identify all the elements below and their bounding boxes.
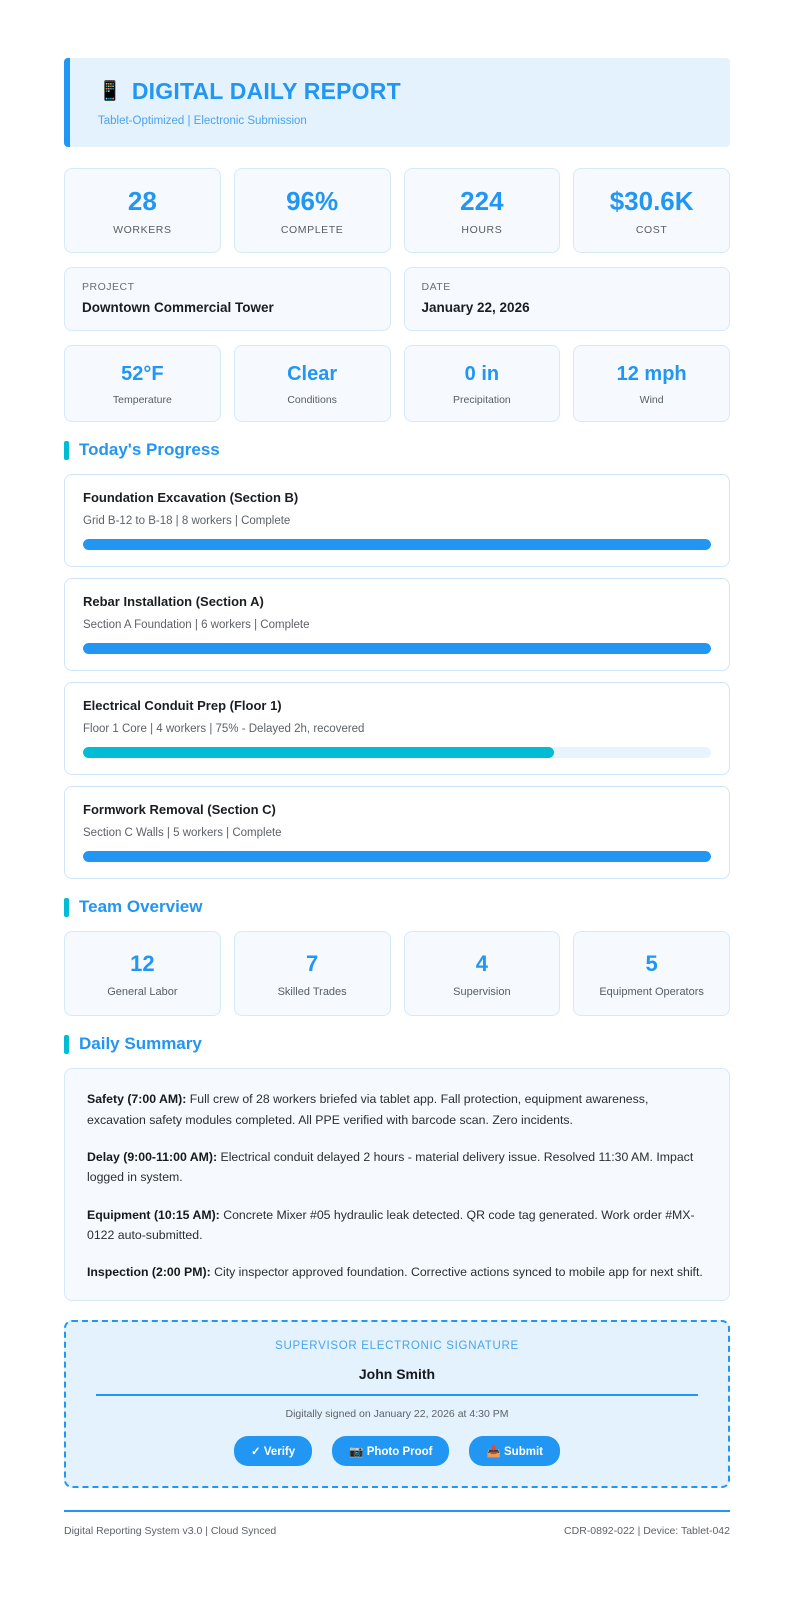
team-value: 5 [645,951,658,977]
team-card [64,931,221,1016]
signature-block [64,1320,730,1488]
page-title [98,78,704,106]
progress-item-name: Foundation Excavation (Section B) [83,490,299,506]
signature-line [96,1394,698,1396]
progress-bar-track [83,747,711,758]
section-title-team [64,897,730,917]
team-label: General Labor [107,986,178,999]
team-label: Skilled Trades [277,986,347,999]
summary-entry-label: Safety (7:00 AM): [87,1092,187,1107]
team-card [234,931,391,1016]
progress-list [64,474,730,879]
verify-button[interactable] [234,1436,312,1466]
progress-bar-fill [83,539,711,550]
submit-button[interactable] [469,1436,560,1466]
header-subtitle: Tablet-Optimized | Electronic Submission [98,114,307,127]
weather-value: 0 in [464,363,500,386]
date-card [404,267,731,331]
stat-label: COMPLETE [280,224,344,237]
weather-label: Conditions [287,394,337,407]
progress-bar-fill [83,643,711,654]
progress-bar-track [83,539,711,550]
summary-entry-label: Delay (9:00-11:00 AM): [87,1149,218,1164]
team-grid [64,931,730,1016]
progress-item-name: Rebar Installation (Section A) [83,594,264,610]
progress-item-detail: Section A Foundation | 6 workers | Complete [83,619,310,632]
signature-actions [96,1436,698,1466]
summary-entry-text: Concrete Mixer #05 hydraulic leak detected. QR code tag generated. Work order #MX-0122 auto-submitted. [87,1207,695,1242]
section-accent-bar [64,441,69,460]
camera-icon: 📷 [349,1446,364,1459]
summary-box [64,1068,730,1301]
progress-bar-track [83,643,711,654]
weather-card-conditions [234,345,391,422]
footer-left-text: Digital Reporting System v3.0 | Cloud Synced [64,1525,277,1538]
progress-bar-fill [83,747,554,758]
progress-item [64,682,730,775]
date-value: January 22, 2026 [421,300,530,316]
summary-entry-label: Inspection (2:00 PM): [87,1265,211,1280]
summary-entry-text: Electrical conduit delayed 2 hours - material delivery issue. Resolved 11:30 AM. Impact logged in system. [87,1149,694,1185]
footer-divider [64,1510,730,1512]
stat-card [404,168,561,254]
section-title-text: Today's Progress [79,440,220,460]
weather-label: Wind [639,394,664,407]
mobile-phone-icon: 📱 [98,81,122,103]
team-value: 4 [475,951,488,977]
summary-entry [87,1205,707,1246]
progress-bar-fill [83,851,711,862]
project-value: Downtown Commercial Tower [82,300,274,316]
weather-label: Precipitation [452,394,511,407]
progress-item-detail: Grid B-12 to B-18 | 8 workers | Complete [83,515,291,528]
project-label: PROJECT [82,281,135,294]
section-title-progress [64,440,730,460]
progress-item [64,786,730,879]
section-accent-bar [64,898,69,917]
team-value: 12 [130,951,155,977]
project-info-grid [64,267,730,331]
signature-meta: Digitally signed on January 22, 2026 at 4:30 PM [285,1408,509,1421]
section-title-summary [64,1034,730,1054]
summary-entry [87,1262,707,1282]
progress-item [64,578,730,671]
footer [64,1525,730,1577]
photo-proof-button[interactable] [332,1436,449,1466]
progress-item-detail: Floor 1 Core | 4 workers | 75% - Delayed 2h, recovered [83,723,365,736]
weather-card-precipitation [404,345,561,422]
signature-title: SUPERVISOR ELECTRONIC SIGNATURE [275,1340,519,1353]
section-title-text: Daily Summary [79,1034,202,1054]
team-label: Equipment Operators [599,986,704,999]
team-card [404,931,561,1016]
submit-button-label: Submit [504,1446,543,1459]
stat-value: 224 [460,185,504,216]
stat-label: HOURS [461,224,503,237]
team-label: Supervision [453,986,511,999]
progress-item [64,474,730,567]
section-title-text: Team Overview [79,897,203,917]
project-card [64,267,391,331]
stat-card [234,168,391,254]
report-header [64,58,730,147]
summary-entry-text: City inspector approved foundation. Corrective actions synced to mobile app for next shift. [210,1265,703,1280]
progress-item-detail: Section C Walls | 5 workers | Complete [83,827,282,840]
stat-value: 96% [286,185,339,216]
weather-label: Temperature [112,394,172,407]
team-value: 7 [306,951,319,977]
weather-card-wind [573,345,730,422]
stat-label: COST [635,224,668,237]
weather-value: 12 mph [616,363,687,386]
date-label: DATE [421,281,451,294]
stat-value: $30.6K [609,185,694,216]
stat-value: 28 [127,185,157,216]
stat-card [64,168,221,254]
weather-value: 52°F [121,363,164,386]
stat-card [573,168,730,254]
summary-entry [87,1089,707,1130]
photo-proof-button-label: Photo Proof [366,1446,433,1459]
section-accent-bar [64,1035,69,1054]
summary-entry-text: Full crew of 28 workers briefed via tablet app. Fall protection, equipment awareness, excavation safety modules completed. All PPE verified with barcode scan. Zero incidents. [87,1092,649,1127]
inbox-tray-icon: 📥 [486,1446,501,1459]
check-icon: ✓ [250,1446,261,1459]
stats-grid [64,168,730,254]
progress-item-name: Formwork Removal (Section C) [83,802,276,818]
page-title-text: DIGITAL DAILY REPORT [131,78,401,104]
summary-entry [87,1147,707,1188]
progress-bar-track [83,851,711,862]
progress-item-name: Electrical Conduit Prep (Floor 1) [83,698,282,714]
verify-button-label: Verify [263,1446,296,1459]
team-card [573,931,730,1016]
weather-grid [64,345,730,422]
footer-right-text: CDR-0892-022 | Device: Tablet-042 [564,1525,730,1538]
weather-card-temperature [64,345,221,422]
summary-entry-label: Equipment (10:15 AM): [87,1207,220,1222]
weather-value: Clear [287,363,338,386]
stat-label: WORKERS [113,224,172,237]
signature-name: John Smith [358,1366,436,1383]
